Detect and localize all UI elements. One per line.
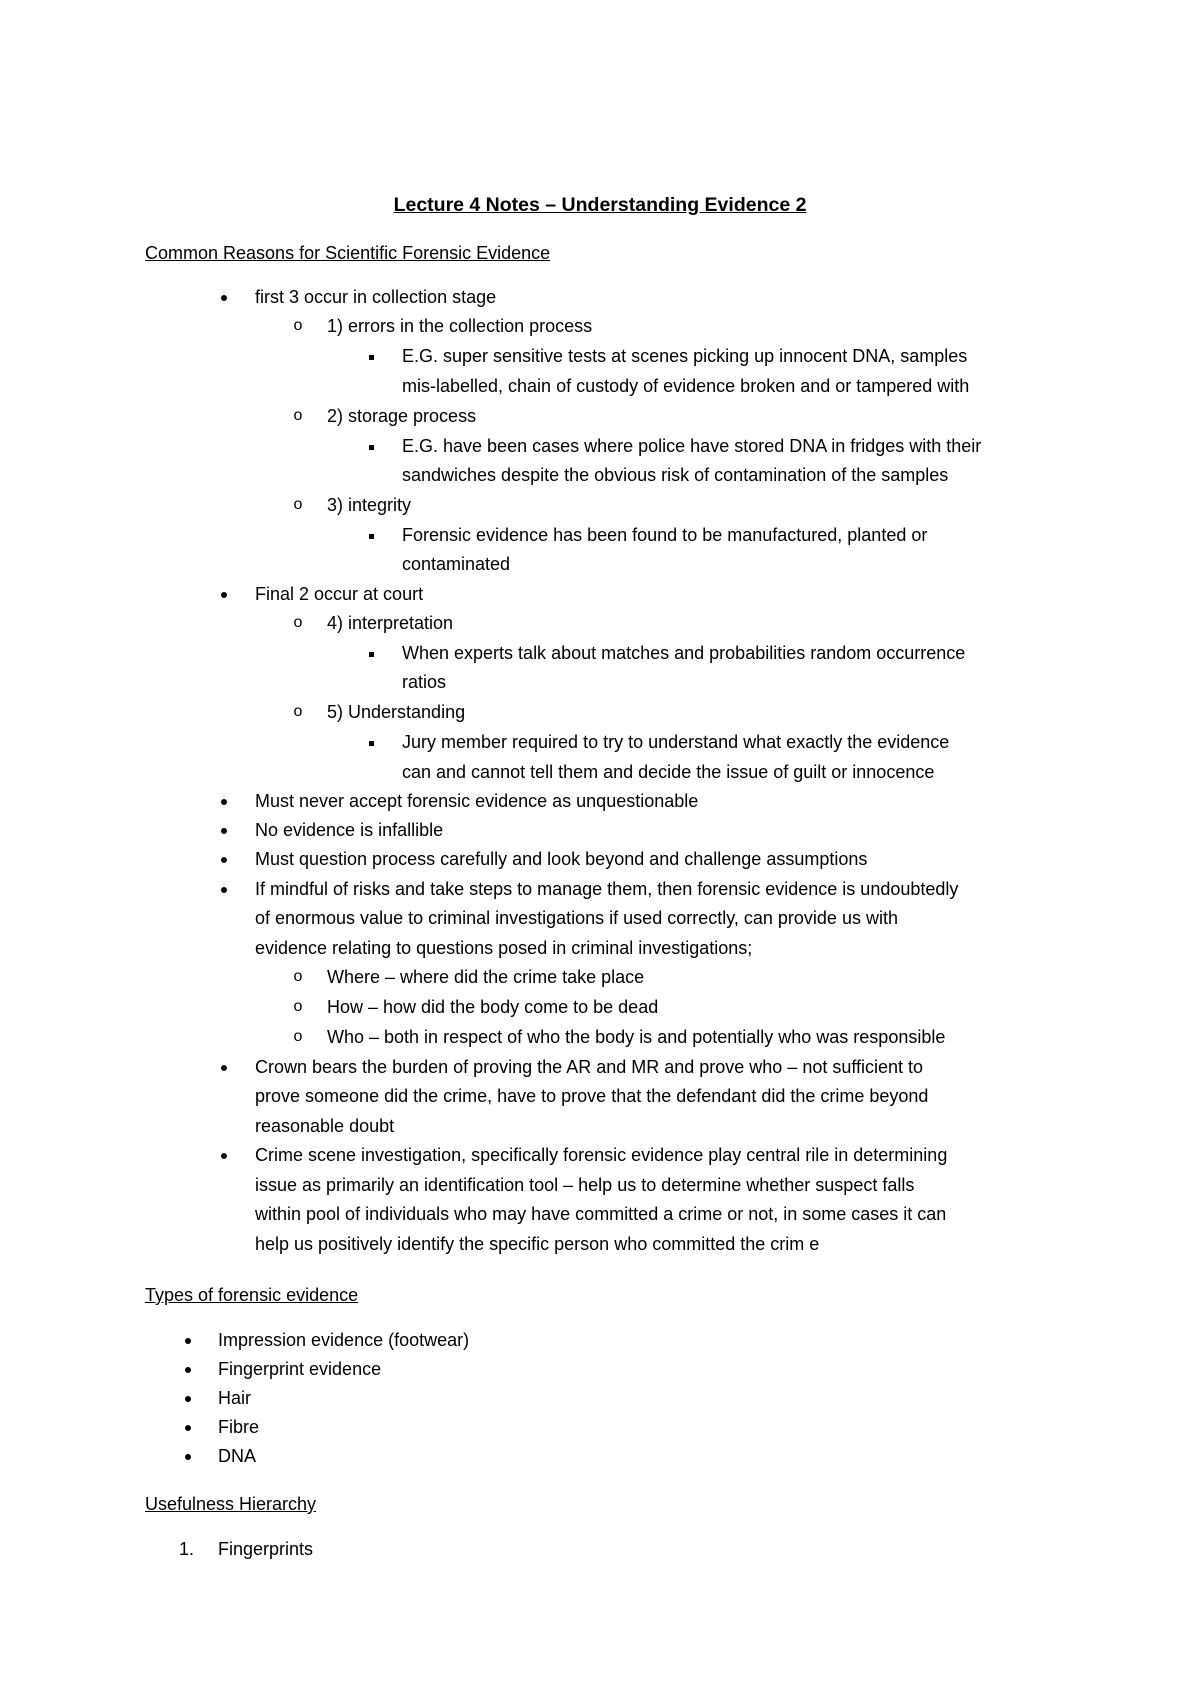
bullet-marker <box>216 1055 232 1079</box>
bullet-marker <box>180 1444 196 1468</box>
list-item: Who – both in respect of who the body is and potentially who was responsible <box>327 1027 946 1047</box>
list-item: prove someone did the crime, have to prove that the defendant did the crime beyond <box>255 1086 929 1106</box>
bullet-marker <box>216 1143 232 1167</box>
list-item: first 3 occur in collection stage <box>255 287 497 307</box>
list-item: 3) integrity <box>327 495 412 515</box>
list-item: No evidence is infallible <box>255 820 444 840</box>
bullet-marker <box>216 847 232 871</box>
list-item: evidence relating to questions posed in criminal investigations; <box>255 938 753 958</box>
list-item: can and cannot tell them and decide the issue of guilt or innocence <box>402 762 935 782</box>
bullet-marker <box>216 582 232 606</box>
numbered-marker: 1. <box>178 1539 194 1559</box>
sub-sub-bullet-marker <box>363 730 379 754</box>
bullet-marker <box>180 1386 196 1410</box>
list-item: How – how did the body come to be dead <box>327 997 659 1017</box>
list-item: of enormous value to criminal investigations if used correctly, can provide us with <box>255 908 898 928</box>
list-item: Fingerprints <box>218 1539 314 1559</box>
list-item: 2) storage process <box>327 406 477 426</box>
list-item: Where – where did the crime take place <box>327 967 645 987</box>
sub-bullet-marker: o <box>293 407 303 424</box>
list-item: 5) Understanding <box>327 702 466 722</box>
list-item: 4) interpretation <box>327 613 454 633</box>
list-item: Hair <box>218 1388 252 1408</box>
list-item: ratios <box>402 672 447 692</box>
list-item: within pool of individuals who may have committed a crime or not, in some cases it can <box>255 1204 947 1224</box>
bullet-marker <box>180 1357 196 1381</box>
sub-bullet-marker: o <box>293 703 303 720</box>
bullet-marker <box>216 818 232 842</box>
list-item: Crime scene investigation, specifically forensic evidence play central rile in determining <box>255 1145 948 1165</box>
section-heading-reasons: Common Reasons for Scientific Forensic Evidence <box>145 243 551 263</box>
list-item: When experts talk about matches and probabilities random occurrence <box>402 643 966 663</box>
list-item: contaminated <box>402 554 511 574</box>
section-heading-types: Types of forensic evidence <box>145 1285 359 1305</box>
sub-bullet-marker: o <box>293 968 303 985</box>
list-item: Fibre <box>218 1417 260 1437</box>
list-item: Jury member required to try to understand what exactly the evidence <box>402 732 950 752</box>
section-heading-hierarchy: Usefulness Hierarchy <box>145 1494 317 1514</box>
page-title: Lecture 4 Notes – Understanding Evidence 2 <box>393 194 807 216</box>
sub-bullet-marker: o <box>293 317 303 334</box>
list-item: Crown bears the burden of proving the AR and MR and prove who – not sufficient to <box>255 1057 924 1077</box>
sub-sub-bullet-marker <box>363 344 379 368</box>
bullet-marker <box>216 877 232 901</box>
list-item: 1) errors in the collection process <box>327 316 593 336</box>
list-item: sandwiches despite the obvious risk of contamination of the samples <box>402 465 949 485</box>
sub-sub-bullet-marker <box>363 434 379 458</box>
list-item: E.G. have been cases where police have stored DNA in fridges with their <box>402 436 982 456</box>
sub-bullet-marker: o <box>293 998 303 1015</box>
bullet-marker <box>216 789 232 813</box>
list-item: If mindful of risks and take steps to manage them, then forensic evidence is undoubtedly <box>255 879 959 899</box>
bullet-marker <box>180 1415 196 1439</box>
list-item: help us positively identify the specific person who committed the crim e <box>255 1234 820 1254</box>
list-item: Must never accept forensic evidence as unquestionable <box>255 791 699 811</box>
bullet-marker <box>180 1328 196 1352</box>
sub-sub-bullet-marker <box>363 523 379 547</box>
list-item: mis-labelled, chain of custody of evidence broken and or tampered with <box>402 376 970 396</box>
sub-sub-bullet-marker <box>363 641 379 665</box>
sub-bullet-marker: o <box>293 1028 303 1045</box>
list-item: Forensic evidence has been found to be manufactured, planted or <box>402 525 928 545</box>
list-item: E.G. super sensitive tests at scenes picking up innocent DNA, samples <box>402 346 968 366</box>
list-item: Final 2 occur at court <box>255 584 424 604</box>
list-item: DNA <box>218 1446 257 1466</box>
list-item: Impression evidence (footwear) <box>218 1330 470 1350</box>
list-item: reasonable doubt <box>255 1116 395 1136</box>
bullet-marker <box>216 285 232 309</box>
list-item: Fingerprint evidence <box>218 1359 382 1379</box>
list-item: issue as primarily an identification tool – help us to determine whether suspect falls <box>255 1175 915 1195</box>
sub-bullet-marker: o <box>293 496 303 513</box>
list-item: Must question process carefully and look beyond and challenge assumptions <box>255 849 868 869</box>
sub-bullet-marker: o <box>293 614 303 631</box>
